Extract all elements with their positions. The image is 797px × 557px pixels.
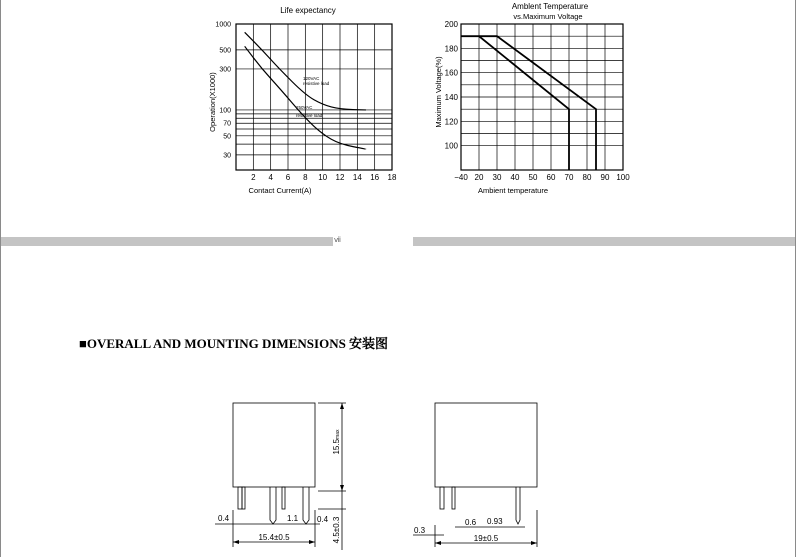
separator-mark: ⅶ: [334, 237, 341, 244]
front-relay-body: [233, 403, 315, 487]
temp-x-tick-label: 30: [492, 173, 502, 182]
life-chart-frame: [236, 24, 392, 170]
life-label-250vac-load: resistive load: [296, 113, 323, 118]
temp-y-tick-label: 140: [444, 93, 458, 102]
life-x-tick-label: 12: [335, 173, 345, 182]
front-view-drawing: [205, 395, 365, 555]
front-pin-width-dim: 0.4: [218, 514, 230, 523]
front-pin-width2-dim: 0.4: [317, 515, 329, 524]
life-y-tick-label: 1000: [215, 21, 231, 29]
temp-chart-title-line1: Amblent Temperature: [511, 2, 589, 11]
arrow-icon: [309, 540, 315, 544]
section-separator-right: [413, 237, 795, 246]
front-pin: [238, 487, 242, 509]
temp-x-tick-label: 50: [528, 173, 538, 182]
temp-y-tick-label: 100: [444, 141, 458, 151]
life-x-tick-label: 4: [268, 173, 273, 182]
temp-chart-title-line2: vs.Maximum Voltage: [513, 12, 583, 21]
life-chart-x-ticks: [251, 173, 397, 182]
page-border-right: [795, 0, 796, 557]
life-x-tick-label: 18: [387, 173, 397, 182]
temp-chart-x-ticks: [454, 173, 630, 182]
side-gap-dim: 0.6: [465, 518, 477, 527]
temp-x-tick-label: 90: [600, 173, 610, 182]
side-pin-thickness-dim: 0.3: [414, 526, 426, 535]
temp-series-limit-2: [479, 36, 596, 170]
life-x-tick-label: 8: [303, 173, 308, 182]
life-y-tick-label: 500: [219, 47, 231, 55]
life-y-tick-label: 50: [223, 133, 231, 141]
life-x-tick-label: 10: [318, 173, 328, 182]
life-y-tick-label: 300: [219, 66, 231, 74]
life-y-tick-label: 30: [223, 152, 231, 160]
side-view-drawing: [405, 395, 550, 555]
temp-x-tick-label: 40: [510, 173, 520, 182]
page-border-left: [0, 0, 1, 557]
life-x-axis-label: Contact Current(A): [248, 186, 312, 195]
side-pin: [452, 487, 455, 509]
temp-x-tick-label: 60: [546, 173, 556, 182]
temp-y-tick-label: 160: [444, 68, 458, 78]
temp-y-axis-label: Maximum Voltage(%): [434, 56, 443, 128]
temp-x-tick-label: 70: [564, 173, 574, 182]
temp-x-axis-label: Ambient temperature: [477, 186, 549, 195]
temp-x-tick-label: 20: [474, 173, 484, 182]
arrow-icon: [233, 540, 239, 544]
temp-y-tick-label: 200: [444, 20, 458, 29]
dimensions-title-text: OVERALL AND MOUNTING DIMENSIONS 安装图: [86, 336, 389, 351]
temp-x-tick-label: 80: [582, 173, 592, 182]
life-chart-title: Life expectancy: [280, 6, 336, 15]
dimensions-section-title: [79, 333, 388, 352]
front-pin: [303, 487, 309, 524]
side-relay-body: [435, 403, 537, 487]
temperature-voltage-chart: [425, 0, 635, 200]
life-y-tick-label: 70: [223, 120, 231, 128]
life-y-tick-label: 100: [219, 107, 231, 115]
temp-chart-y-ticks: [445, 20, 459, 151]
temp-y-tick-label: 180: [444, 44, 458, 54]
front-height-dim: 15.5max: [332, 429, 341, 455]
front-pin: [270, 487, 276, 524]
front-pin: [242, 487, 245, 509]
life-y-axis-label: Operation(X1000): [208, 72, 217, 132]
front-pin-length-dim: 4.5±0.3: [332, 516, 341, 544]
arrow-icon: [340, 403, 344, 409]
front-pin: [282, 487, 285, 509]
life-x-tick-label: 14: [352, 173, 362, 182]
arrow-icon: [531, 541, 537, 545]
side-pin: [516, 487, 520, 524]
life-label-250vac: 250VAC: [296, 105, 313, 110]
life-label-120vac: 120VAC: [303, 76, 320, 81]
side-pin-width-dim: 0.93: [487, 517, 503, 526]
front-gap-dim: 1.1: [287, 514, 299, 523]
temp-y-tick-label: 120: [444, 117, 458, 127]
temp-x-tick-label: −40: [454, 173, 468, 182]
front-width-dim: 15.4±0.5: [258, 533, 290, 542]
square-bullet-icon: ■: [79, 336, 87, 351]
life-expectancy-chart: [195, 0, 400, 200]
side-width-dim: 19±0.5: [473, 534, 499, 543]
arrow-icon: [435, 541, 441, 545]
temp-x-tick-label: 100: [616, 173, 630, 182]
life-chart-grid: [236, 24, 392, 170]
temp-chart-grid: [461, 24, 623, 170]
life-x-tick-label: 2: [251, 173, 256, 182]
life-chart-y-ticks: [215, 22, 231, 160]
life-x-tick-label: 6: [285, 173, 291, 182]
side-pin: [440, 487, 444, 509]
section-separator-left: [1, 237, 333, 246]
life-x-tick-label: 16: [370, 173, 380, 182]
life-label-120vac-load: resistive load: [303, 81, 330, 86]
arrow-icon: [340, 485, 344, 491]
